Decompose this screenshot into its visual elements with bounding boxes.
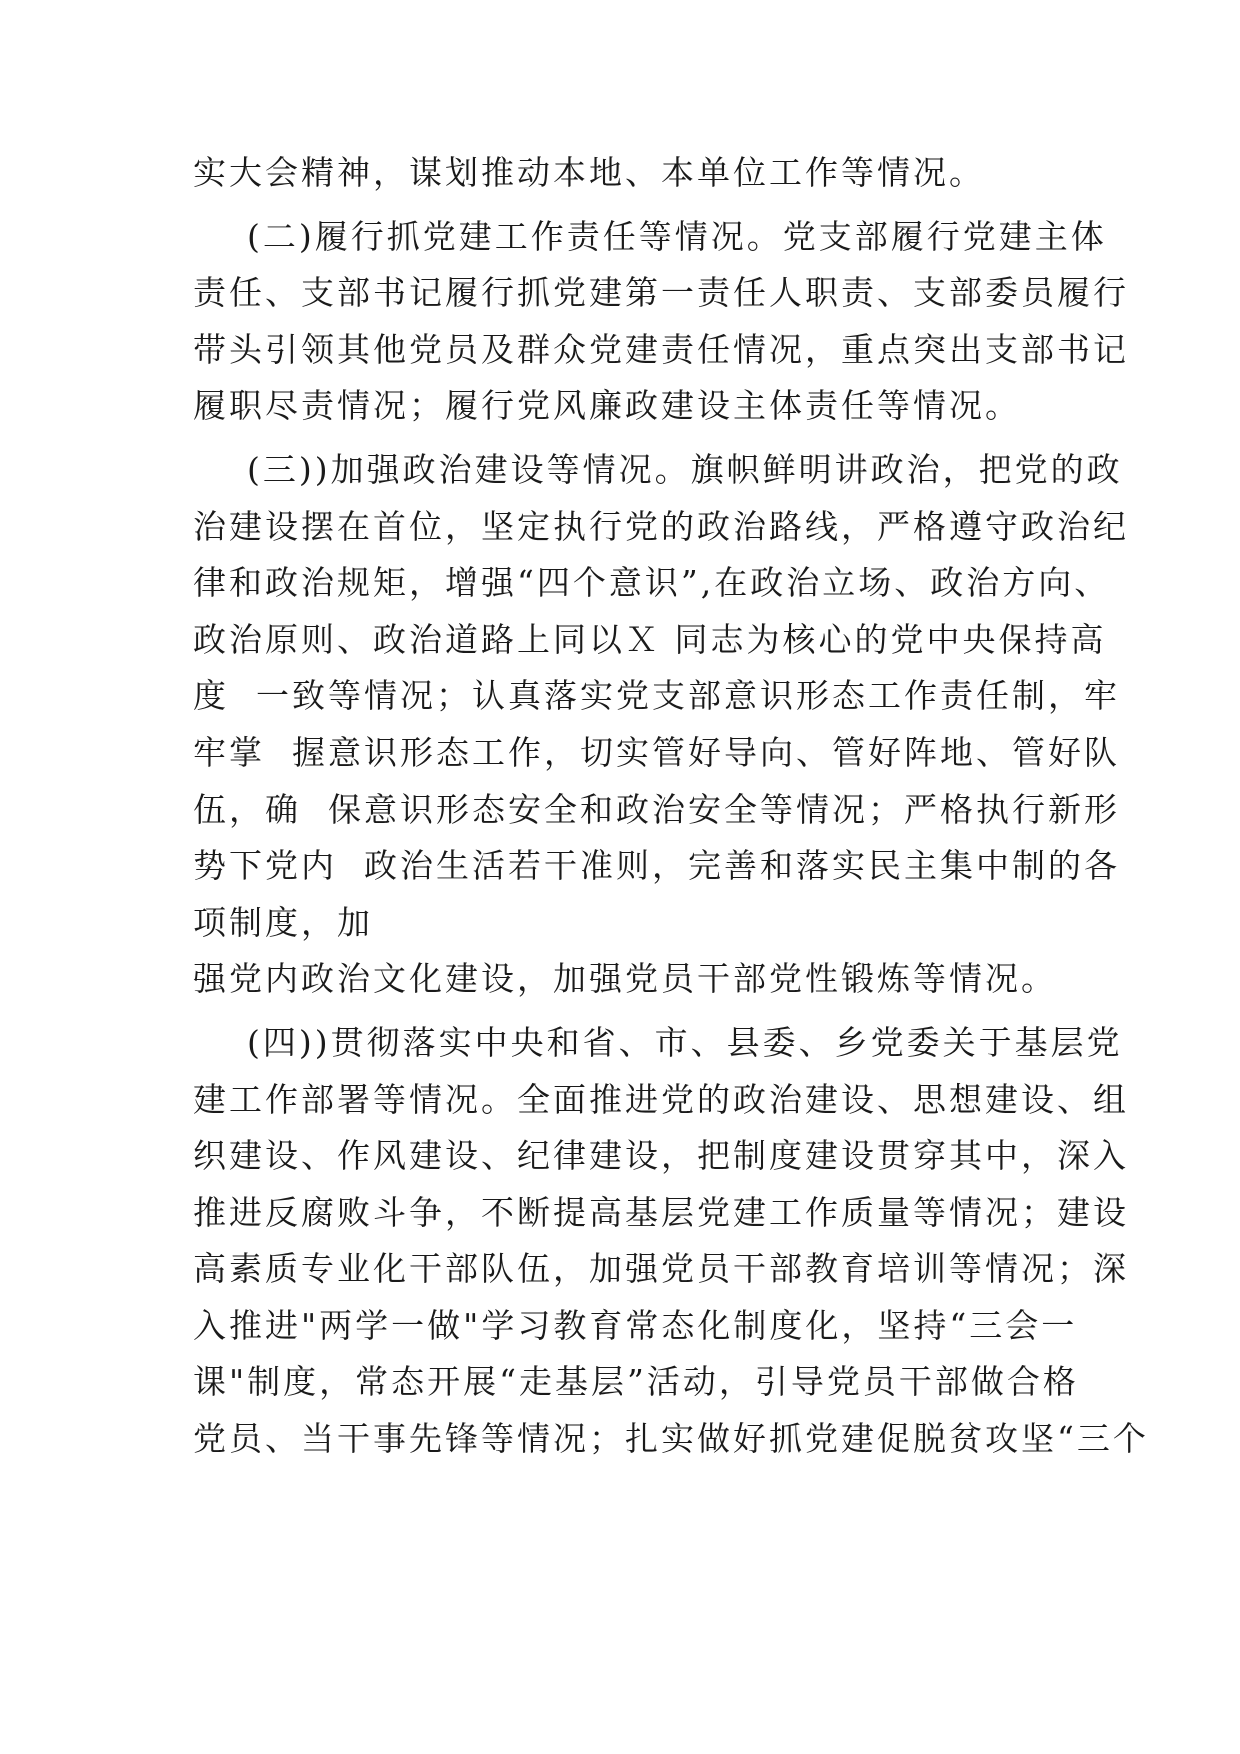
text-line: 课"制度，常态开展“走基层”活动，引导党员干部做合格 <box>193 1362 1079 1402</box>
text-line: 伍，确 保意识形态安全和政治安全等情况；严格执行新形 <box>193 789 1120 829</box>
paragraph-gap <box>193 1008 1053 1015</box>
text-line: 织建设、作风建设、纪律建设，把制度建设贯穿其中，深入 <box>193 1136 1129 1176</box>
document-body <box>193 145 1149 1468</box>
text-line: 责任、支部书记履行抓党建第一责任人职责、支部委员履行 <box>193 273 1129 313</box>
text-line: 入推进"两学一做"学习教育常态化制度化，坚持“三会一 <box>193 1305 1078 1345</box>
text-line: 实大会精神，谋划推动本地、本单位工作等情况。 <box>193 153 985 192</box>
text-line: 项制度，加 <box>193 902 373 942</box>
paragraph-gap <box>193 202 1053 209</box>
text-line: (二)履行抓党建工作责任等情况。党支部履行党建主体 <box>193 216 1107 256</box>
text-line: 势下党内 政治生活若干准则，完善和落实民主集中制的各 <box>193 846 1120 886</box>
text-line: 高素质专业化干部队伍，加强党员干部教育培训等情况；深 <box>193 1249 1129 1289</box>
text-line: 强党内政治文化建设，加强党员干部党性锻炼等情况。 <box>193 959 1057 999</box>
text-line: 度 一致等情况；认真落实党支部意识形态工作责任制，牢 <box>193 676 1120 716</box>
text-line: 政治原则、政治道路上同以Ｘ 同志为核心的党中央保持高 <box>193 619 1107 659</box>
paragraph-gap <box>193 435 1053 442</box>
text-line: 治建设摆在首位，坚定执行党的政治路线，严格遵守政治纪 <box>193 506 1129 546</box>
text-line: 推进反腐败斗争，不断提高基层党建工作质量等情况；建设 <box>193 1192 1129 1232</box>
text-line: 带头引领其他党员及群众党建责任情况，重点突出支部书记 <box>193 329 1129 369</box>
text-line: 党员、当干事先锋等情况；扎实做好抓党建促脱贫攻坚“三个 <box>193 1419 1149 1459</box>
text-line: (四))贯彻落实中央和省、市、县委、乡党委关于基层党 <box>193 1022 1123 1062</box>
text-line: 建工作部署等情况。全面推进党的政治建设、思想建设、组 <box>193 1079 1129 1119</box>
text-line: 履职尽责情况；履行党风廉政建设主体责任等情况。 <box>193 386 1021 426</box>
text-line: 牢掌 握意识形态工作，切实管好导向、管好阵地、管好队 <box>193 732 1120 772</box>
text-line: (三))加强政治建设等情况。旗帜鲜明讲政治，把党的政 <box>193 449 1123 489</box>
text-line: 律和政治规矩，增强“四个意识”,在政治立场、政治方向、 <box>193 563 1111 603</box>
